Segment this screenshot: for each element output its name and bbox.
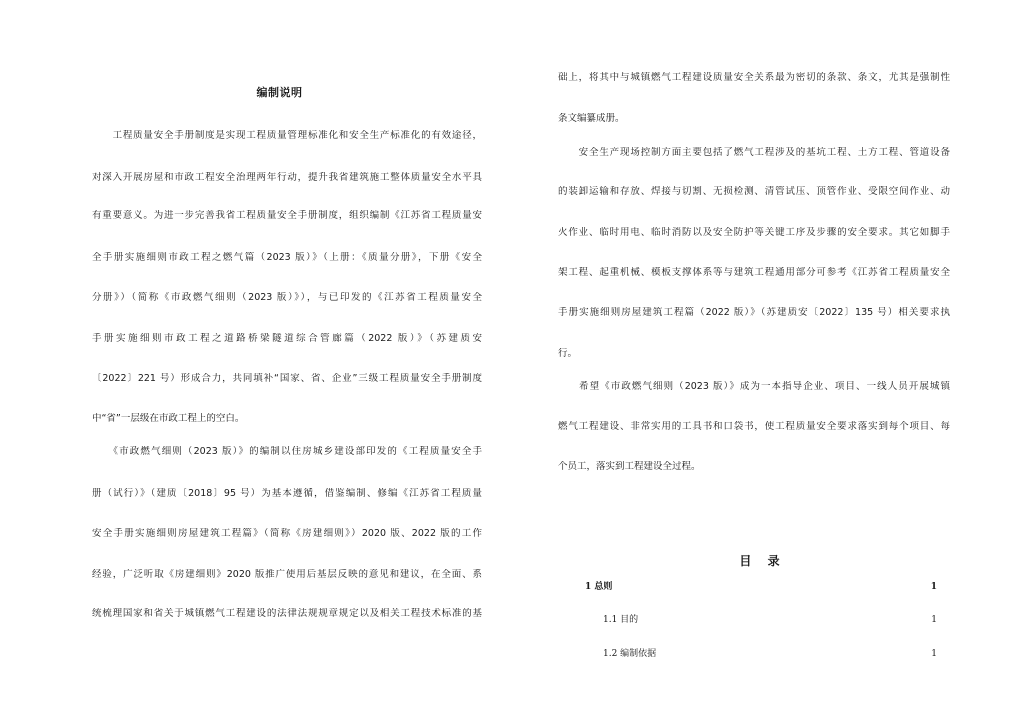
body-line: 经验，广泛听取《房建细则》2020 版推广使用后基层反映的意见和建议，在全面、系 bbox=[92, 569, 482, 580]
body-line: 手册实施细则房屋建筑工程篇（2022 版）》（苏建质安〔2022〕135 号）相关要求执 bbox=[558, 307, 950, 318]
toc-entry-page: 1 bbox=[931, 615, 937, 625]
body-line: 火作业、临时用电、临时消防以及安全防护等关键工序及步骤的安全要求。其它如脚手 bbox=[558, 227, 950, 238]
body-line: 础上，将其中与城镇燃气工程建设质量安全关系最为密切的条款、条文，尤其是强制性 bbox=[558, 72, 950, 83]
document-title: 编制说明 bbox=[256, 86, 303, 99]
body-line: 全手册实施细则市政工程之燃气篇（2023 版）》（上册：《质量分册》，下册《安全 bbox=[92, 252, 482, 263]
body-line: 对深入开展房屋和市政工程安全治理两年行动，提升我省建筑施工整体质量安全水平具 bbox=[92, 172, 482, 183]
body-line: 希望《市政燃气细则（2023 版）》成为一本指导企业、项目、一线人员开展城镇 bbox=[558, 381, 950, 392]
body-line: 统梳理国家和省关于城镇燃气工程建设的法律法规规章规定以及相关工程技术标准的基 bbox=[92, 608, 482, 619]
body-line: 工程质量安全手册制度是实现工程质量管理标准化和安全生产标准化的有效途径， bbox=[92, 130, 482, 141]
body-line: 燃气工程建设、非常实用的工具书和口袋书，使工程质量安全要求落实到每个项目、每 bbox=[558, 421, 950, 432]
body-line: 中“省”一层级在市政工程上的空白。 bbox=[92, 413, 245, 424]
toc-entry[interactable] bbox=[603, 614, 937, 626]
body-line: 手册实施细则市政工程之道路桥梁隧道综合管廊篇（2022 版）》（苏建质安 bbox=[92, 333, 482, 344]
body-line: 分册》）（简称《市政燃气细则（2023 版）》），与已印发的《江苏省工程质量安全 bbox=[92, 292, 482, 303]
toc-entry-page: 1 bbox=[931, 649, 937, 659]
toc-title: 目 录 bbox=[739, 554, 786, 568]
body-line: 安全手册实施细则房屋建筑工程篇》（简称《房建细则》）2020 版、2022 版的工作 bbox=[92, 528, 482, 539]
body-line: 有重要意义。为进一步完善我省工程质量安全手册制度，组织编制《江苏省工程质量安 bbox=[92, 210, 482, 221]
body-line: 册（试行）》（建质〔2018〕95 号）为基本遵循，借鉴编制、修编《江苏省工程质量 bbox=[92, 488, 482, 499]
toc-entry-label: 1.2 编制依据 bbox=[603, 649, 657, 659]
body-line: 架工程、起重机械、模板支撑体系等与建筑工程通用部分可参考《江苏省工程质量安全 bbox=[558, 267, 950, 278]
toc-entry-page: 1 bbox=[930, 582, 937, 592]
body-line: 安全生产现场控制方面主要包括了燃气工程涉及的基坑工程、土方工程、管道设备 bbox=[558, 147, 950, 158]
body-line: 的装卸运输和存放、焊接与切割、无损检测、清管试压、顶管作业、受限空间作业、动 bbox=[558, 186, 950, 197]
toc-entry-label: 1 总则 bbox=[585, 582, 613, 592]
body-line: 个员工，落实到工程建设全过程。 bbox=[558, 461, 701, 472]
toc-entry[interactable] bbox=[585, 581, 937, 593]
body-line: 行。 bbox=[558, 348, 578, 359]
toc-entry-label: 1.1 目的 bbox=[603, 615, 639, 625]
body-line: 条文编纂成册。 bbox=[558, 113, 625, 124]
body-line: 《市政燃气细则（2023 版）》的编制以住房城乡建设部印发的《工程质量安全手 bbox=[92, 446, 482, 457]
toc-entry[interactable] bbox=[603, 648, 937, 660]
body-line: 〔2022〕221 号）形成合力，共同填补“国家、省、企业”三级工程质量安全手册制度 bbox=[92, 373, 482, 384]
